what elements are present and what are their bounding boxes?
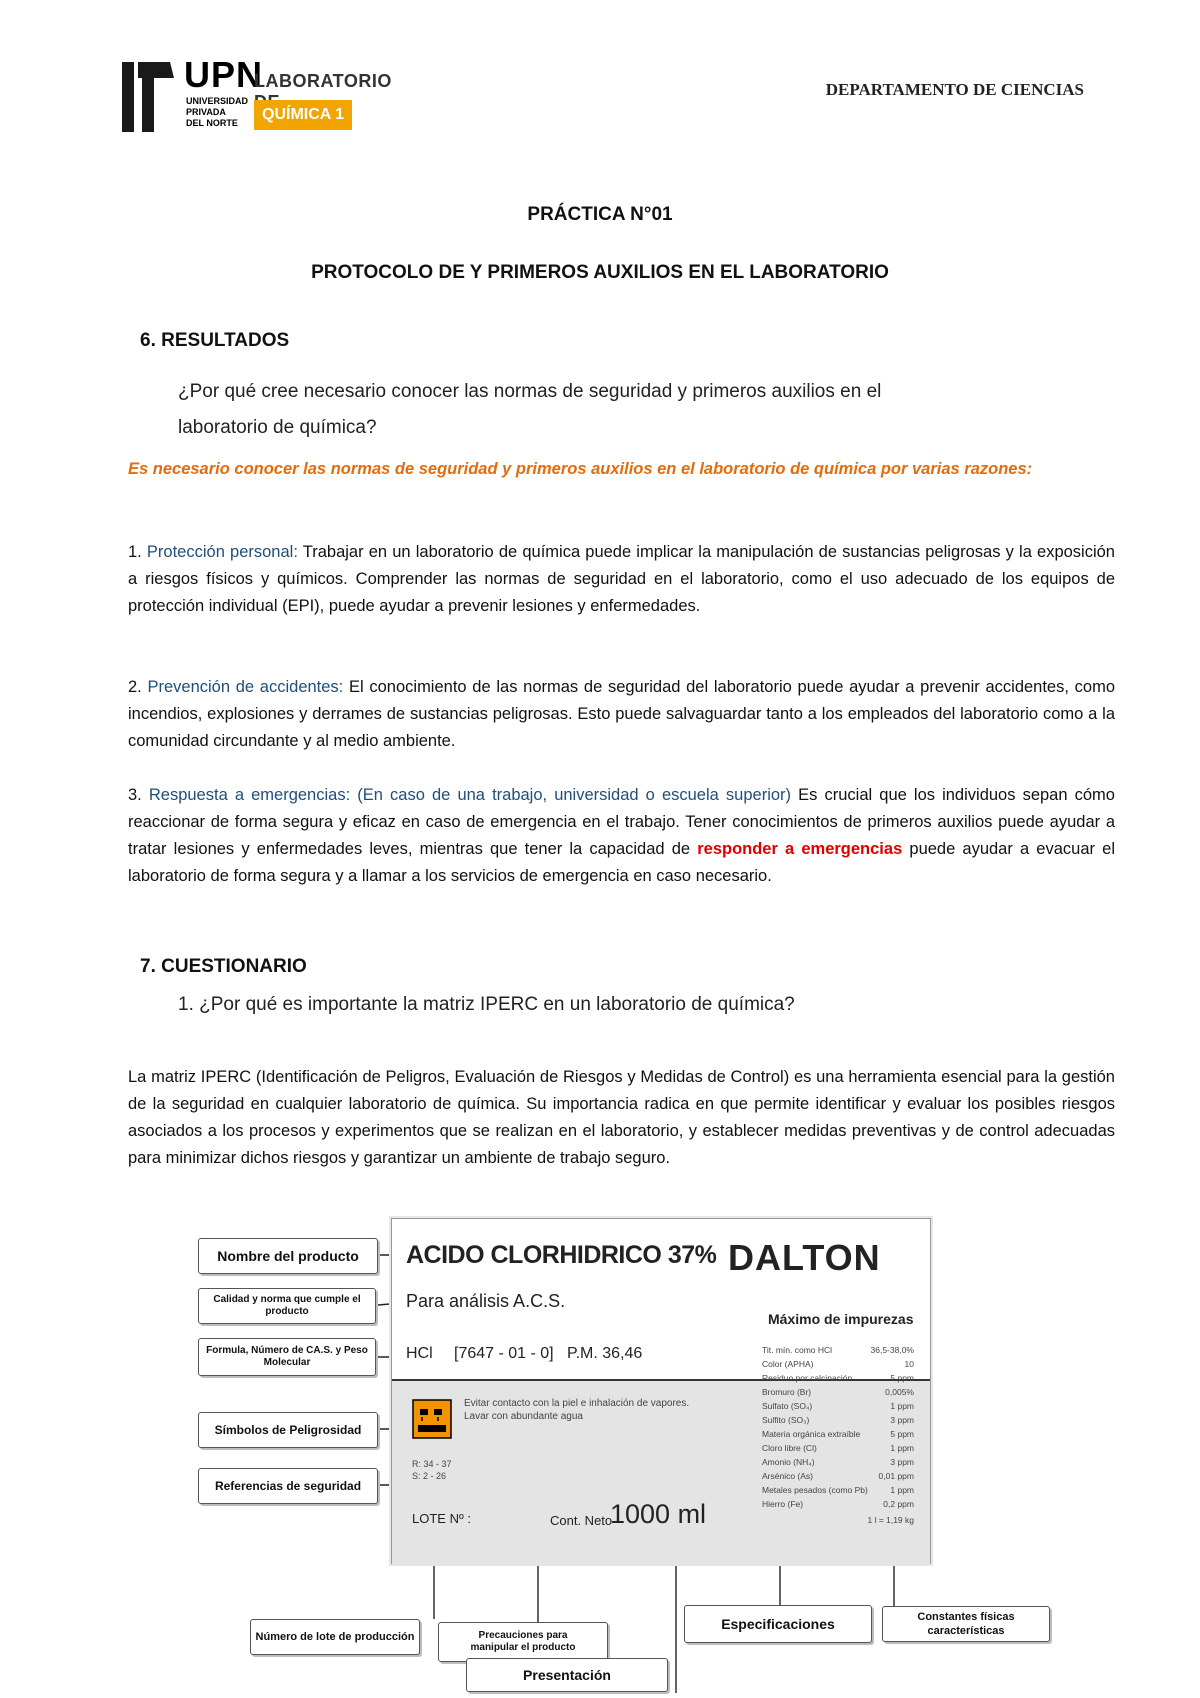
upn-logo [118,56,408,136]
iperc-answer: La matriz IPERC (Identificación de Peligros, Evaluación de Riesgos y Medidas de Control) es una herramienta esencial para la gestión de la seguridad en cualquier laboratorio de química. Su importancia radica en que permite identificar y evaluar los posibles riesgos asociados a los procesos y experimentos que se realizan en el laboratorio, y establecer medidas preventivas y de control adecuadas para minimizar dichos riesgos y garantizar un ambiente de trabajo seguro. [128,1068,1115,1167]
spec-name: Materia orgánica extraíble [762,1429,861,1439]
protocol-title: PROTOCOLO DE Y PRIMEROS AUXILIOS EN EL LABORATORIO [311,262,889,283]
spec-row [762,1443,914,1453]
label-cas: [7647 - 01 - 0] [454,1345,554,1362]
spec-name: Metales pesados (como Pb) [762,1485,868,1495]
item-title: Protección personal: [146,543,298,561]
item-text: Es crucial que los individuos sepan cómo reaccionar de forma segura y eficaz en caso de emergencia en el trabajo. Tener conocimientos de primeros auxilios puede ayudar a tratar lesiones y enfermedades leves, mientras que tener la capacidad de [128,786,1115,858]
label-s-phrases: S: 2 - 26 [412,1471,447,1481]
callout-nombre-producto: Nombre del producto [198,1238,378,1274]
spec-row [762,1359,914,1369]
spec-row [762,1401,914,1411]
callout-referencias-seguridad: Referencias de seguridad [198,1468,378,1504]
spec-name: Amonio (NH₄) [762,1457,815,1467]
spec-row [762,1457,914,1467]
logo-line: PRIVADA [186,107,226,117]
spec-value: 0,005% [885,1387,914,1397]
callout-calidad-norma: Calidad y norma que cumple el producto [198,1288,376,1324]
spec-row [762,1499,914,1509]
spec-density [762,1515,914,1525]
logo-quimica-badge: QUÍMICA 1 [254,100,352,130]
label-formula: HCl [406,1345,433,1362]
spec-value: 3 ppm [890,1457,914,1467]
spec-row [762,1345,914,1355]
chemical-label-figure [198,1218,1058,1693]
question-line: laboratorio de química? [178,417,377,438]
spec-value: 5 ppm [890,1429,914,1439]
department-name: DEPARTAMENTO DE CIENCIAS [825,80,1084,99]
spec-value: 1 ppm [890,1401,914,1411]
spec-value: 0,01 ppm [878,1471,914,1481]
density-value: 1 l = 1,19 kg [867,1515,914,1525]
callout-formula-cas: Formula, Número de CA.S. y Peso Molecular [198,1338,376,1376]
logo-upn-text: UPN [184,54,264,95]
upn-logo-mark-icon [118,56,178,136]
practice-title: PRÁCTICA N°01 [527,204,673,225]
label-cont-neto: Cont. Neto [550,1513,613,1528]
section6-question [178,374,1058,446]
result-item-3 [128,782,1115,890]
corrosive-hazard-icon [412,1399,452,1439]
label-r-phrases: R: 34 - 37 [412,1459,452,1469]
logo-line: DEL NORTE [186,118,238,128]
callout-constantes-fisicas: Constantes físicas características [882,1606,1050,1642]
label-lote: LOTE Nº : [412,1511,471,1526]
spec-name: Residuo por calcinación [762,1373,853,1383]
spec-name: Arsénico (As) [762,1471,814,1481]
label-impurities-title: Máximo de impurezas [768,1311,914,1327]
label-brand: DALTON [728,1237,881,1278]
logo-line: UNIVERSIDAD [186,96,249,106]
result-item-2 [128,674,1115,755]
spec-row [762,1429,914,1439]
spec-row [762,1373,914,1383]
callout-presentacion: Presentación [466,1658,668,1692]
question-line: ¿Por qué cree necesario conocer las normas de seguridad y primeros auxilios en el [178,381,882,402]
spec-name: Sulfito (SO₃) [762,1415,810,1425]
callout-especificaciones: Especificaciones [684,1605,872,1643]
logo-lab-line: LABORATORIO [254,71,392,91]
spec-name: Hierro (Fe) [762,1499,804,1509]
spec-value: 3 ppm [890,1415,914,1425]
item-title: Prevención de accidentes: [147,678,344,696]
item-title: Respuesta a emergencias: (En caso de una trabajo, universidad o escuela superior) [148,786,792,804]
label-product-name: ACIDO CLORHIDRICO 37% [406,1241,717,1269]
spec-name: Tit. mín. como HCl [762,1345,833,1355]
spec-value: 5 ppm [890,1373,914,1383]
spec-value: 10 [904,1359,914,1369]
item-number: 3. [128,786,149,804]
cuestionario-question-1: 1. ¿Por qué es importante la matriz IPERC en un laboratorio de química? [178,994,795,1015]
callout-numero-lote: Número de lote de producción [250,1619,420,1655]
spec-value: 1 ppm [890,1485,914,1495]
label-pm: P.M. 36,46 [567,1345,643,1362]
item-text: El conocimiento de las normas de seguridad del laboratorio puede ayudar a prevenir accidentes, como incendios, explosiones y derrames de sustancias peligrosas. Esto puede salvaguardar tanto a los empleados del laboratorio como a la comunidad circundante y al medio ambiente. [128,678,1116,750]
label-analysis: Para análisis A.C.S. [406,1291,566,1311]
item-number: 1. [128,543,147,561]
result-item-1 [128,539,1115,620]
label-precaution-text: Evitar contacto con la piel e inhalación de vapores. Lavar con abundante agua [464,1398,690,1422]
item-highlight: responder a emergencias [697,840,903,858]
spec-value: 0,2 ppm [883,1499,914,1509]
spec-name: Bromuro (Br) [762,1387,812,1397]
spec-row [762,1415,914,1425]
spec-name: Cloro libre (Cl) [762,1443,817,1453]
spec-value: 1 ppm [890,1443,914,1453]
product-label [391,1218,931,1564]
spec-name: Sulfato (SO₄) [762,1401,813,1411]
section6-intro: Es necesario conocer las normas de seguridad y primeros auxilios en el laboratorio de química por varias razones: [128,460,1033,478]
item-number: 2. [128,678,148,696]
section-heading-cuestionario: 7. CUESTIONARIO [140,956,307,977]
callout-simbolos-peligrosidad: Símbolos de Peligrosidad [198,1412,378,1448]
logo-university-lines [186,96,248,129]
spec-value: 36,5-38,0% [870,1345,914,1355]
section-heading-resultados: 6. RESULTADOS [140,330,290,351]
spec-row [762,1387,914,1397]
callout-precauciones: Precauciones para manipular el producto [438,1622,608,1662]
spec-row [762,1485,914,1495]
item-text: puede ayudar a evacuar el laboratorio de forma segura y a llamar a los servicios de emergencia en caso necesario. [128,840,1115,885]
spec-name: Color (APHA) [762,1359,814,1369]
spec-row [762,1471,914,1481]
label-volume: 1000 ml [610,1499,707,1529]
item-text: Trabajar en un laboratorio de química puede implicar la manipulación de sustancias peligrosas y la exposición a riesgos físicos y químicos. Comprender las normas de seguridad en el laboratorio, como el uso adecuado de los equipos de protección individual (EPI), puede ayudar a prevenir lesiones y enfermedades. [128,543,1115,615]
